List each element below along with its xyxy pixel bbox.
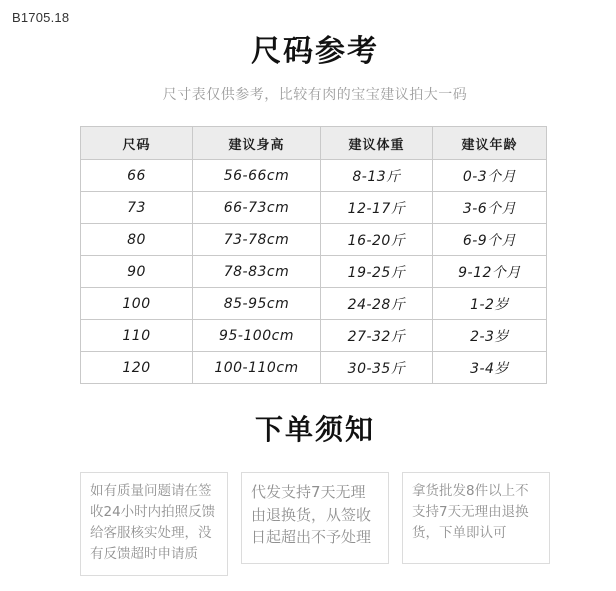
cell-weight: 12-17斤 [321,192,433,224]
cell-age: 6-9个月 [433,224,547,256]
cell-age: 3-4岁 [433,352,547,384]
cell-age: 3-6个月 [433,192,547,224]
cell-size: 80 [81,224,193,256]
cell-weight: 30-35斤 [321,352,433,384]
column-header-size: 尺码 [81,127,193,160]
cell-height: 95-100cm [193,320,321,352]
cell-age: 2-3岁 [433,320,547,352]
cell-weight: 27-32斤 [321,320,433,352]
cell-height: 66-73cm [193,192,321,224]
cell-size: 110 [81,320,193,352]
table-header-row [81,127,547,160]
cell-size: 66 [81,160,193,192]
cell-size: 90 [81,256,193,288]
watermark-label: B1705.18 [12,10,70,25]
cell-weight: 24-28斤 [321,288,433,320]
size-section-title: 尺码参考 [251,34,379,69]
notice-card-wholesale: 拿货批发8件以上不支持7天无理由退换货，下单即认可 [402,472,550,564]
size-table [80,126,547,384]
cell-size: 73 [81,192,193,224]
table-row [81,192,547,224]
cell-weight: 19-25斤 [321,256,433,288]
table-row [81,320,547,352]
cell-height: 78-83cm [193,256,321,288]
column-header-age: 建议年龄 [433,127,547,160]
cell-height: 85-95cm [193,288,321,320]
table-row [81,256,547,288]
cell-height: 100-110cm [193,352,321,384]
column-header-weight: 建议体重 [321,127,433,160]
cell-weight: 8-13斤 [321,160,433,192]
size-section-subtitle: 尺寸表仅供参考，比较有肉的宝宝建议拍大一码 [162,87,468,103]
notice-card-dropship: 代发支持7天无理由退换货，从签收日起超出不予处理 [241,472,389,564]
size-reference-section [80,26,550,384]
column-header-height: 建议身高 [193,127,321,160]
cell-age: 1-2岁 [433,288,547,320]
cell-height: 73-78cm [193,224,321,256]
order-notice-section [80,408,550,576]
table-row [81,352,547,384]
cell-size: 120 [81,352,193,384]
table-row [81,224,547,256]
notice-card-list [80,472,550,576]
cell-age: 0-3个月 [433,160,547,192]
table-row [81,160,547,192]
table-row [81,288,547,320]
cell-weight: 16-20斤 [321,224,433,256]
cell-size: 100 [81,288,193,320]
cell-age: 9-12个月 [433,256,547,288]
notice-card-quality: 如有质量问题请在签收24小时内拍照反馈给客服核实处理，没有反馈超时申请质 [80,472,228,576]
cell-height: 56-66cm [193,160,321,192]
notice-section-title: 下单须知 [254,413,375,446]
